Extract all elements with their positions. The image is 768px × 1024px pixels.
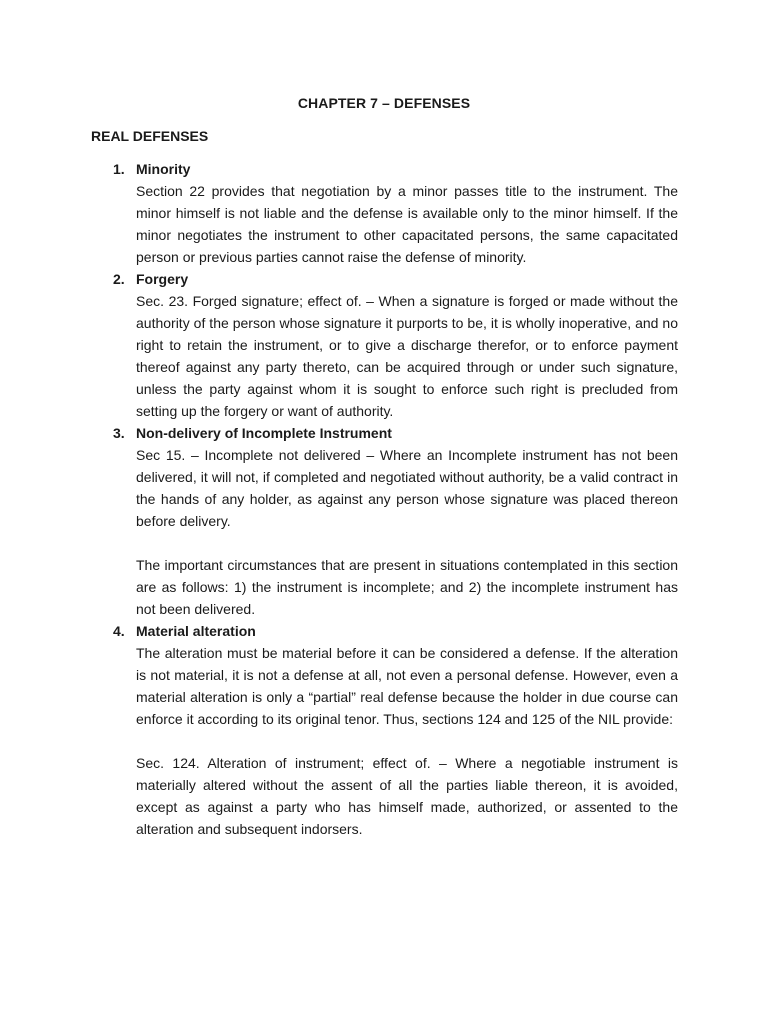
item-title: Minority: [136, 161, 191, 177]
paragraph-gap: [113, 730, 678, 752]
item-number: 1.: [113, 161, 125, 177]
item-paragraph: The important circumstances that are present in situations contemplated in this section are as follows: 1) the instrument is incomplete; and 2) the incomplete instrument has not been delivered.: [136, 557, 678, 617]
item-number: 2.: [113, 271, 125, 287]
item-heading: [113, 620, 678, 642]
item-heading: [113, 268, 678, 290]
item-paragraph: Sec 15. – Incomplete not delivered – Where an Incomplete instrument has not been delivered, it will not, if completed and negotiated without authority, be a valid contract in the hands of any holder, as against any person whose signature was placed thereon before delivery.: [136, 447, 678, 529]
list-item: [113, 620, 678, 840]
list-item: [113, 268, 678, 422]
item-title: Forgery: [136, 271, 189, 287]
item-heading: [113, 158, 678, 180]
item-number: 4.: [113, 623, 125, 639]
section-heading: REAL DEFENSES: [91, 128, 209, 144]
defense-list: [113, 158, 678, 840]
item-heading: [113, 422, 678, 444]
item-paragraph: Sec. 124. Alteration of instrument; effect of. – Where a negotiable instrument is materially altered without the assent of all the parties liable thereon, it is avoided, except as against a party who has himself made, authorized, or assented to the alteration and subsequent indorsers.: [136, 755, 678, 837]
item-paragraph: The alteration must be material before it can be considered a defense. If the alteration is not material, it is not a defense at all, not even a personal defense. However, even a material alteration is only a “partial” real defense because the holder in due course can enforce it according to its original tenor. Thus, sections 124 and 125 of the NIL provide:: [136, 645, 678, 727]
paragraph-gap: [113, 532, 678, 554]
list-item: [113, 422, 678, 620]
item-paragraph: Sec. 23. Forged signature; effect of. – When a signature is forged or made without the authority of the person whose signature it purports to be, it is wholly inoperative, and no right to retain the instrument, or to give a discharge therefor, or to enforce payment thereof against any party thereto, can be acquired through or under such signature, unless the party against whom it is sought to enforce such right is precluded from setting up the forgery or want of authority.: [136, 293, 678, 419]
chapter-title: CHAPTER 7 – DEFENSES: [297, 95, 471, 111]
item-paragraph: Section 22 provides that negotiation by a minor passes title to the instrument. The minor himself is not liable and the defense is available only to the minor himself. If the minor negotiates the instrument to other capacitated persons, the same capacitated person or previous parties cannot raise the defense of minority.: [136, 183, 678, 265]
item-title: Non-delivery of Incomplete Instrument: [136, 425, 392, 441]
item-title: Material alteration: [136, 623, 256, 639]
list-item: [113, 158, 678, 268]
item-number: 3.: [113, 425, 125, 441]
